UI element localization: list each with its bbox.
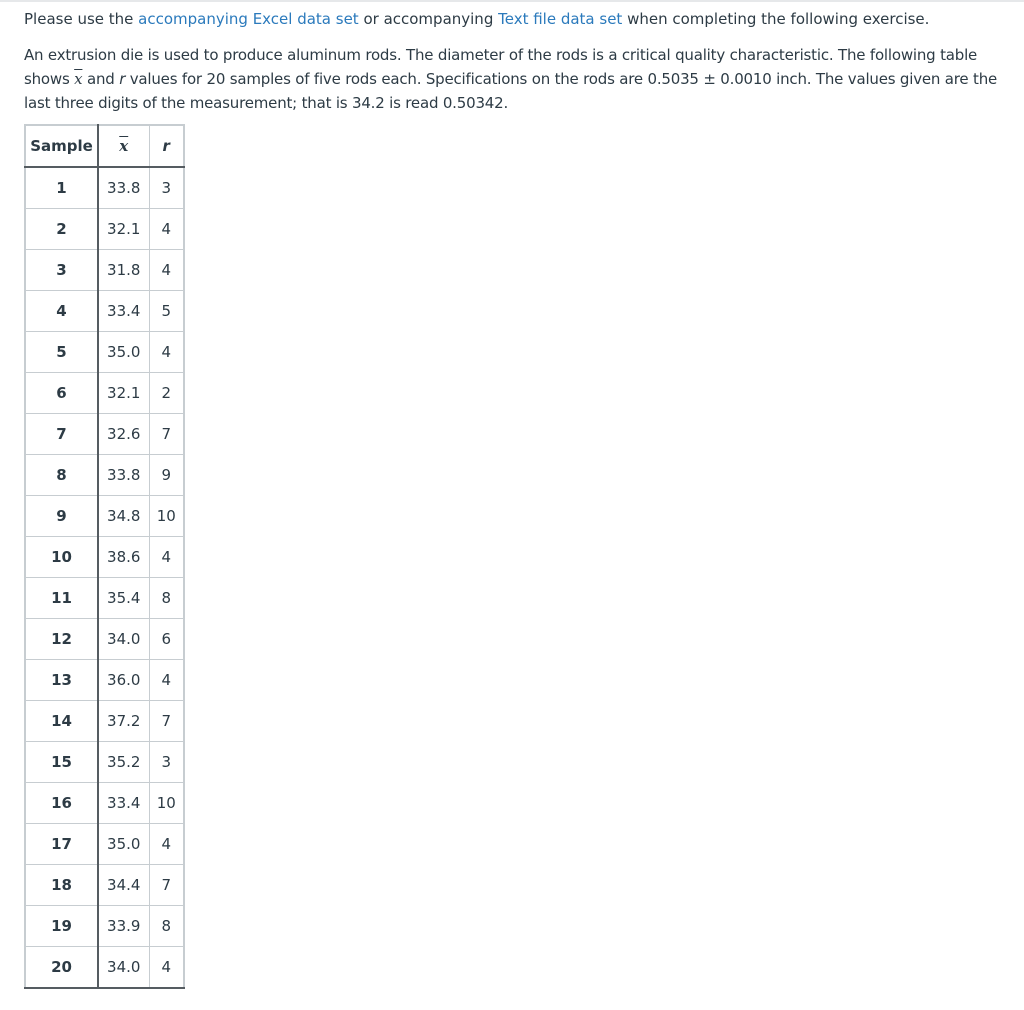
- sample-cell: 15: [25, 742, 98, 783]
- xbar-cell: 35.0: [98, 824, 149, 865]
- r-cell: 4: [149, 250, 184, 291]
- sample-cell: 3: [25, 250, 98, 291]
- table-row: [25, 906, 184, 947]
- r-cell: 3: [149, 742, 184, 783]
- table-body: [25, 167, 184, 988]
- sample-cell: 17: [25, 824, 98, 865]
- table-row: [25, 701, 184, 742]
- sample-cell: 18: [25, 865, 98, 906]
- xbar-symbol: $\overline{x}$: [74, 70, 83, 88]
- intro-prefix: Please use the: [24, 10, 139, 28]
- table-row: [25, 332, 184, 373]
- xbar-cell: 37.2: [98, 701, 149, 742]
- sample-cell: 20: [25, 947, 98, 989]
- xbar-cell: 38.6: [98, 537, 149, 578]
- xbar-cell: 33.8: [98, 167, 149, 209]
- sample-cell: 4: [25, 291, 98, 332]
- xbar-cell: 35.4: [98, 578, 149, 619]
- xbar-cell: 34.8: [98, 496, 149, 537]
- r-cell: 7: [149, 865, 184, 906]
- xbar-cell: 34.0: [98, 947, 149, 989]
- sample-cell: 19: [25, 906, 98, 947]
- intro-paragraph: [24, 8, 1016, 30]
- r-cell: 4: [149, 947, 184, 989]
- r-cell: 2: [149, 373, 184, 414]
- r-cell: 4: [149, 660, 184, 701]
- r-symbol: r: [119, 70, 126, 88]
- sample-cell: 13: [25, 660, 98, 701]
- sample-cell: 5: [25, 332, 98, 373]
- xbar-cell: 33.4: [98, 783, 149, 824]
- r-cell: 8: [149, 578, 184, 619]
- sample-data-table: [24, 124, 185, 989]
- sample-cell: 7: [25, 414, 98, 455]
- excel-data-link[interactable]: accompanying Excel data set: [138, 10, 359, 28]
- problem-part3: values for 20 samples of five rods each. Specifications on the rods are 0.5035 ± 0.0010 inch. The values given are the last three digits of the measurement; that is 34.2 is read 0.50342.: [24, 70, 998, 112]
- xbar-cell: 35.2: [98, 742, 149, 783]
- sample-cell: 12: [25, 619, 98, 660]
- table-row: [25, 742, 184, 783]
- r-cell: 8: [149, 906, 184, 947]
- r-cell: 4: [149, 209, 184, 250]
- table-row: [25, 414, 184, 455]
- r-cell: 5: [149, 291, 184, 332]
- sample-cell: 16: [25, 783, 98, 824]
- exercise-content: [24, 8, 1016, 115]
- table-row: [25, 824, 184, 865]
- xbar-cell: 33.4: [98, 291, 149, 332]
- xbar-cell: 31.8: [98, 250, 149, 291]
- table-row: [25, 250, 184, 291]
- header-sample: Sample: [25, 125, 98, 167]
- r-cell: 7: [149, 701, 184, 742]
- problem-part1: An extrusion die is used to produce aluminum rods. The diameter of the rods is a critical quality characteristic. The following table shows: [24, 46, 978, 88]
- table-row: [25, 947, 184, 989]
- r-cell: 10: [149, 496, 184, 537]
- sample-cell: 9: [25, 496, 98, 537]
- sample-cell: 10: [25, 537, 98, 578]
- table-row: [25, 783, 184, 824]
- intro-middle: or accompanying: [358, 10, 499, 28]
- header-r: r: [149, 125, 184, 167]
- table-row: [25, 455, 184, 496]
- xbar-cell: 36.0: [98, 660, 149, 701]
- r-cell: 4: [149, 537, 184, 578]
- xbar-cell: 32.1: [98, 373, 149, 414]
- table-header-row: [25, 125, 184, 167]
- problem-statement: [24, 43, 1016, 115]
- table-row: [25, 167, 184, 209]
- table-row: [25, 373, 184, 414]
- sample-cell: 2: [25, 209, 98, 250]
- table-row: [25, 578, 184, 619]
- xbar-cell: 32.6: [98, 414, 149, 455]
- text-file-data-link[interactable]: Text file data set: [498, 10, 623, 28]
- xbar-cell: 32.1: [98, 209, 149, 250]
- r-cell: 4: [149, 824, 184, 865]
- xbar-cell: 34.0: [98, 619, 149, 660]
- xbar-cell: 33.9: [98, 906, 149, 947]
- table-row: [25, 660, 184, 701]
- xbar-cell: 33.8: [98, 455, 149, 496]
- sample-cell: 8: [25, 455, 98, 496]
- xbar-cell: 34.4: [98, 865, 149, 906]
- intro-suffix: when completing the following exercise.: [622, 10, 930, 28]
- table-row: [25, 209, 184, 250]
- sample-cell: 6: [25, 373, 98, 414]
- xbar-cell: 35.0: [98, 332, 149, 373]
- table-row: [25, 865, 184, 906]
- table-row: [25, 537, 184, 578]
- table-row: [25, 291, 184, 332]
- problem-part2: and: [82, 70, 120, 88]
- table-row: [25, 496, 184, 537]
- r-cell: 9: [149, 455, 184, 496]
- r-cell: 3: [149, 167, 184, 209]
- r-cell: 7: [149, 414, 184, 455]
- header-xbar: $\overline{x}$: [98, 125, 149, 167]
- sample-cell: 14: [25, 701, 98, 742]
- top-divider: [0, 0, 1024, 2]
- sample-cell: 11: [25, 578, 98, 619]
- r-cell: 4: [149, 332, 184, 373]
- r-cell: 10: [149, 783, 184, 824]
- r-cell: 6: [149, 619, 184, 660]
- sample-cell: 1: [25, 167, 98, 209]
- table-row: [25, 619, 184, 660]
